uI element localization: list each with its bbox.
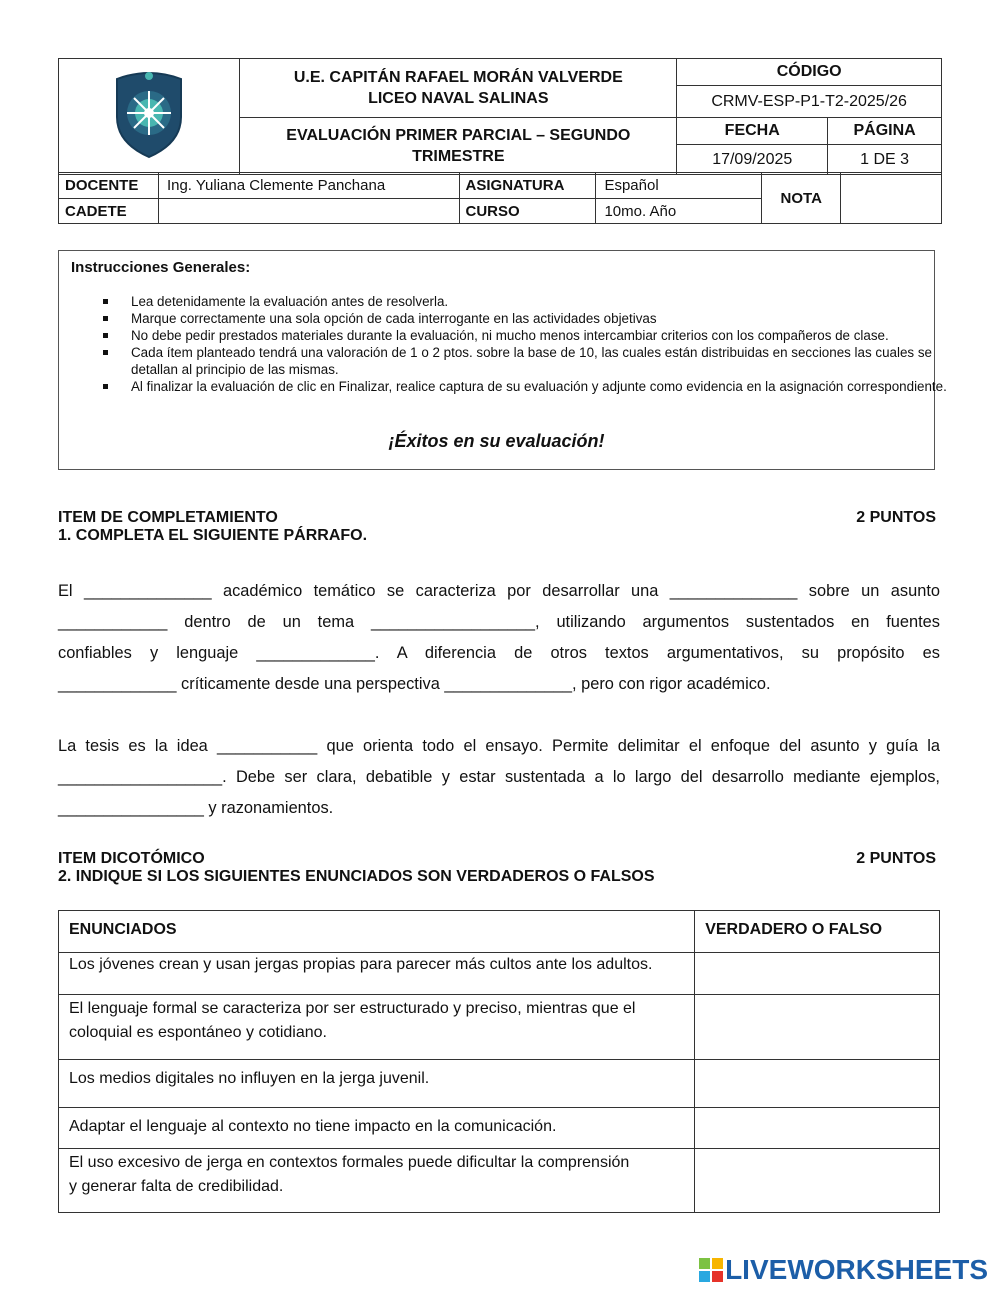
header-table <box>58 58 942 175</box>
instruction-item: No debe pedir prestados materiales durante la evaluación, ni mucho menos intercambiar criterios con los compañeros de clase. <box>131 327 971 344</box>
school-name: U.E. CAPITÁN RAFAEL MORÁN VALVERDE <box>293 69 623 86</box>
paragraph-line: confiables y lenguaje _____________. A diferencia de otros textos argumentativos, su propósito es <box>58 644 940 662</box>
page-value: 1 DE 3 <box>860 151 910 168</box>
paragraph-line: El ______________ académico temático se caracteriza por desarrollar una ______________ sobre un asunto <box>58 582 940 600</box>
instruction-item: Marque correctamente una sola opción de cada interrogante en las actividades objetivas <box>131 310 971 327</box>
answer-cell[interactable] <box>695 1060 940 1108</box>
instructions-title: Instrucciones Generales: <box>71 259 251 276</box>
page-cell <box>828 118 942 175</box>
fill-paragraph-2[interactable] <box>58 731 940 824</box>
date-value: 17/09/2025 <box>712 151 793 168</box>
statement-cell: El uso excesivo de jerga en contextos formales puede dificultar la comprensión y generar falta de credibilidad. <box>59 1149 695 1213</box>
school-subname: LICEO NAVAL SALINAS <box>368 90 549 107</box>
answer-cell[interactable] <box>695 1149 940 1213</box>
answer-cell[interactable] <box>695 995 940 1060</box>
good-luck-message: ¡Éxitos en su evaluación! <box>388 431 605 451</box>
paragraph-line: ________________ y razonamientos. <box>58 799 334 817</box>
section2-points: 2 PUNTOS <box>856 850 936 867</box>
teacher-value: Ing. Yuliana Clemente Panchana <box>158 173 459 199</box>
statement-cell: Los jóvenes crean y usan jergas propias para parecer más cultos ante los adultos. <box>59 953 695 995</box>
date-cell <box>677 118 828 175</box>
eval-title-line2: TRIMESTRE <box>412 148 505 165</box>
col-answer-header: VERDADERO O FALSO <box>695 911 940 953</box>
section2-question: 2. INDIQUE SI LOS SIGUIENTES ENUNCIADOS SON VERDADEROS O FALSOS <box>58 868 655 885</box>
section1-type: ITEM DE COMPLETAMIENTO <box>58 509 278 526</box>
code-cell <box>677 59 942 118</box>
section2-heading <box>58 850 936 886</box>
course-value: 10mo. Año <box>596 199 762 224</box>
paragraph-line: __________________. Debe ser clara, debatible y estar sustentada a lo largo del desarrollo mediante ejemplos, <box>58 768 940 786</box>
subject-label: ASIGNATURA <box>459 173 596 199</box>
liveworksheets-icon <box>699 1258 723 1282</box>
subject-value: Español <box>596 173 762 199</box>
student-field[interactable] <box>158 199 459 224</box>
statement-cell: El lenguaje formal se caracteriza por ser estructurado y preciso, mientras que el coloquial es espontáneo y cotidiano. <box>59 995 695 1060</box>
section2-type: ITEM DICOTÓMICO <box>58 850 205 867</box>
grade-label: NOTA <box>762 173 841 224</box>
page-label: PÁGINA <box>828 118 941 145</box>
code-value: CRMV-ESP-P1-T2-2025/26 <box>711 93 907 110</box>
instructions-box <box>58 250 947 470</box>
statement-cell: Adaptar el lenguaje al contexto no tiene impacto en la comunicación. <box>59 1108 695 1149</box>
liveworksheets-wordmark: LIVEWORKSHEETS <box>725 1254 988 1285</box>
course-label: CURSO <box>459 199 596 224</box>
answer-cell[interactable] <box>695 1108 940 1149</box>
answer-cell[interactable] <box>695 953 940 995</box>
section1-heading <box>58 509 936 545</box>
student-label: CADETE <box>59 199 159 224</box>
eval-title-line1: EVALUACIÓN PRIMER PARCIAL – SEGUNDO <box>286 127 631 144</box>
paragraph-line: _____________ críticamente desde una perspectiva ______________, pero con rigor académico. <box>58 675 771 693</box>
col-statements-header: ENUNCIADOS <box>59 911 695 953</box>
instruction-item: Cada ítem planteado tendrá una valoración de 1 o 2 ptos. sobre la base de 10, las cuales están distribuidas en secciones las cuales se detallan al principio de las mismas. <box>131 344 971 378</box>
section1-points: 2 PUNTOS <box>856 509 936 526</box>
instruction-item: Lea detenidamente la evaluación antes de resolverla. <box>131 293 971 310</box>
instruction-item: Al finalizar la evaluación de clic en Finalizar, realice captura de su evaluación y adjunte como evidencia en la asignación correspondiente. <box>131 378 971 395</box>
section1-question: 1. COMPLETA EL SIGUIENTE PÁRRAFO. <box>58 527 368 544</box>
code-label: CÓDIGO <box>677 59 941 86</box>
paragraph-line: La tesis es la idea ___________ que orienta todo el ensayo. Permite delimitar el enfoque del asunto y guía la <box>58 737 940 755</box>
eval-title-cell <box>240 118 677 175</box>
paragraph-line: ____________ dentro de un tema __________________, utilizando argumentos sustentados en fuentes <box>58 613 940 631</box>
info-table <box>58 172 942 224</box>
statement-cell: Los medios digitales no influyen en la jerga juvenil. <box>59 1060 695 1108</box>
liveworksheets-logo <box>699 1254 988 1286</box>
true-false-table <box>58 910 940 1213</box>
grade-field[interactable] <box>841 173 942 224</box>
instructions-list <box>71 293 971 395</box>
fill-paragraph-1[interactable] <box>58 576 940 700</box>
date-label: FECHA <box>677 118 827 145</box>
school-logo-cell <box>59 59 240 175</box>
teacher-label: DOCENTE <box>59 173 159 199</box>
school-name-cell <box>240 59 677 118</box>
school-shield-logo <box>109 69 189 159</box>
